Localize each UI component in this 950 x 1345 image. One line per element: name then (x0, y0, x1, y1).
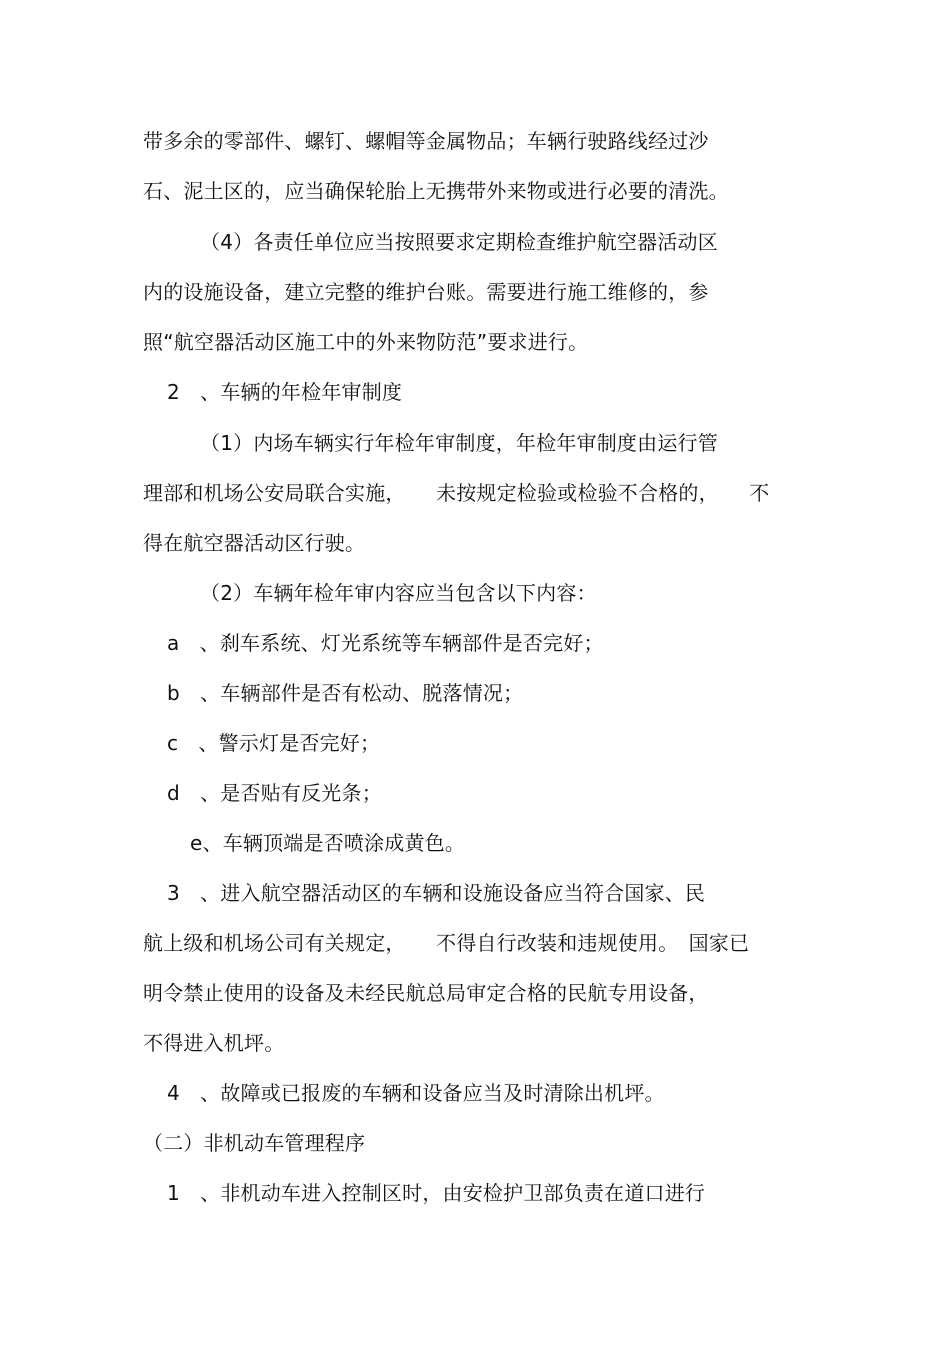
section-heading: （二）非机动车管理程序 (143, 1131, 366, 1155)
section-heading: 1 、非机动车进入控制区时，由安检护卫部负责在道口进行 (167, 1181, 706, 1205)
text-line: 明令禁止使用的设备及未经民航总局审定合格的民航专用设备， (143, 981, 709, 1005)
text-line: （1）内场车辆实行年检年审制度，年检年审制度由运行管 (200, 431, 718, 455)
section-heading: 4 、故障或已报废的车辆和设备应当及时清除出机坪。 (167, 1081, 665, 1105)
text-line: 理部和机场公安局联合实施， 未按规定检验或检验不合格的， 不 (143, 481, 770, 505)
list-item: a 、刹车系统、灯光系统等车辆部件是否完好； (167, 631, 604, 655)
section-heading: 3 、进入航空器活动区的车辆和设施设备应当符合国家、民 (167, 881, 706, 905)
text-line: 航上级和机场公司有关规定， 不得自行改装和违规使用。 国家已 (143, 931, 750, 955)
list-item: d 、是否贴有反光条； (167, 781, 382, 805)
text-line: 内的设施设备，建立完整的维护台账。需要进行施工维修的，参 (143, 280, 709, 304)
text-line: 石、泥土区的，应当确保轮胎上无携带外来物或进行必要的清洗。 (143, 179, 729, 203)
text-line: 不得进入机坪。 (143, 1031, 285, 1055)
section-heading: 2 、车辆的年检年审制度 (167, 380, 403, 404)
text-line: （2）车辆年检年审内容应当包含以下内容： (200, 581, 597, 605)
list-item: e、车辆顶端是否喷涂成黄色。 (190, 831, 466, 855)
list-item: c 、警示灯是否完好； (167, 731, 381, 755)
list-item: b 、车辆部件是否有松动、脱落情况； (167, 681, 524, 705)
text-line: 照“航空器活动区施工中的外来物防范”要求进行。 (143, 330, 589, 354)
text-line: （4）各责任单位应当按照要求定期检查维护航空器活动区 (200, 230, 718, 254)
text-line: 带多余的零部件、螺钉、螺帽等金属物品；车辆行驶路线经过沙 (143, 129, 709, 153)
text-line: 得在航空器活动区行驶。 (143, 531, 366, 555)
